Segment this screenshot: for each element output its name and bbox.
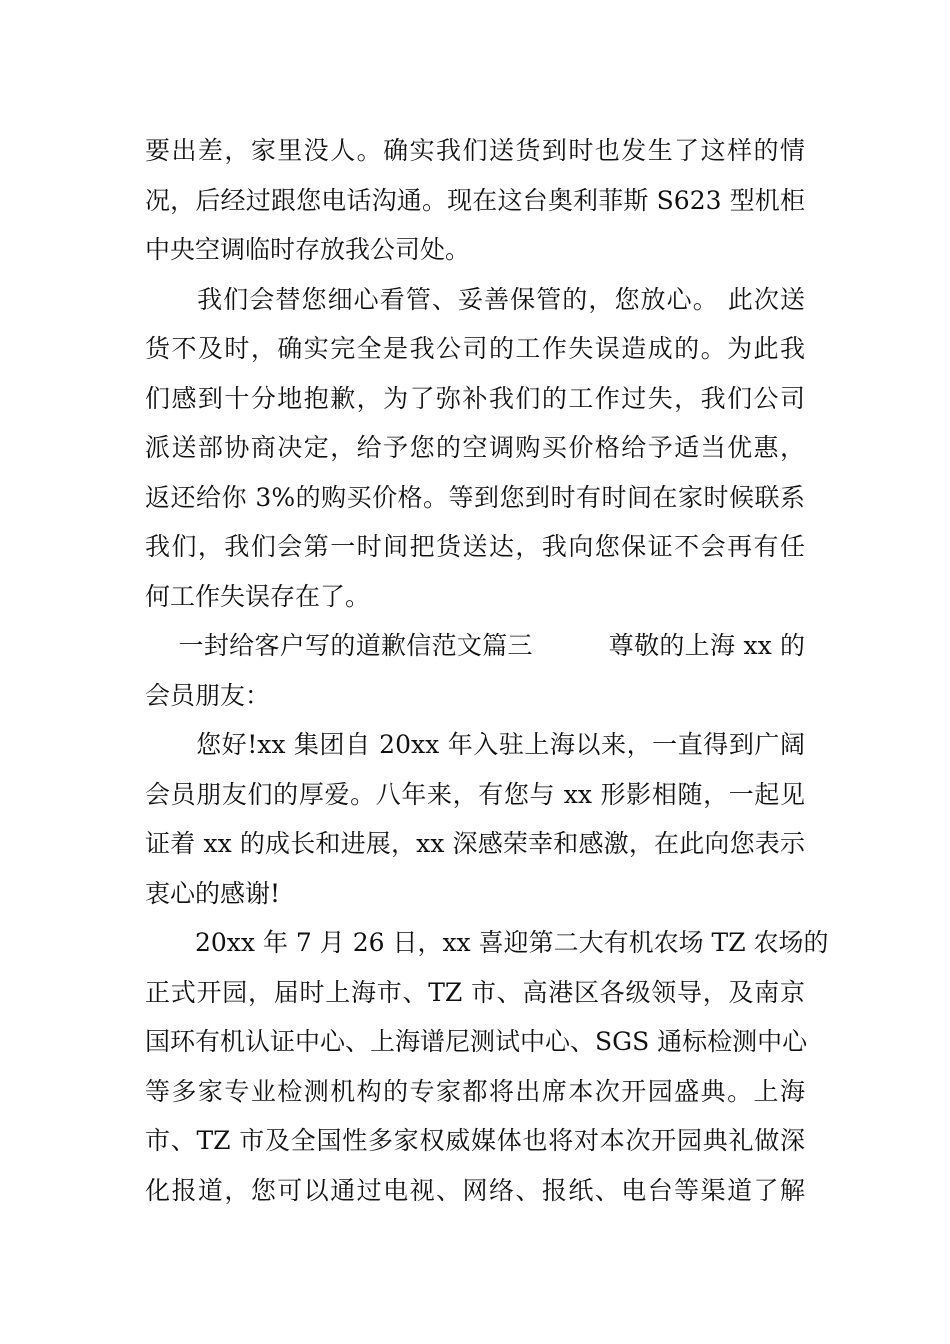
text-line: 衷心的感谢! — [145, 878, 281, 908]
body-text — [145, 126, 829, 1215]
section-heading-line: 一封给客户写的道歉信范文篇三 尊敬的上海 xx 的 — [145, 631, 805, 660]
text-line: 我们，我们会第一时间把货送达，我向您保证不会再有任 — [145, 532, 805, 561]
text-line: 会员朋友： — [145, 680, 271, 710]
text-line: 中央空调临时存放我公司处。 — [145, 235, 471, 264]
text-line: 们感到十分地抱歉，为了弥补我们的工作过失，我们公司 — [145, 383, 805, 413]
text-line: 等多家专业检测机构的专家都将出席本次开园盛典。上海 — [145, 1076, 805, 1106]
text-line: 化报道，您可以通过电视、网络、报纸、电台等渠道了解 — [145, 1175, 805, 1205]
text-line: 会员朋友们的厚爱。八年来，有您与 xx 形影相随，一起见 — [145, 779, 805, 809]
text-line: 派送部协商决定，给予您的空调购买价格给予适当优惠， — [145, 433, 805, 462]
text-line: 要出差，家里没人。确实我们送货到时也发生了这样的情 — [145, 136, 805, 165]
text-line: 您好!xx 集团自 20xx 年入驻上海以来，一直得到广阔 — [145, 730, 805, 759]
text-line: 市、TZ 市及全国性多家权威媒体也将对本次开园典礼做深 — [145, 1126, 805, 1155]
text-line: 货不及时，确实完全是我公司的工作失误造成的。为此我 — [145, 334, 805, 363]
text-line: 我们会替您细心看管、妥善保管的，您放心。 此次送 — [145, 284, 805, 314]
text-line: 证着 xx 的成长和进展，xx 深感荣幸和感激，在此向您表示 — [145, 829, 805, 858]
text-line: 正式开园，届时上海市、TZ 市、高港区各级领导，及南京 — [145, 977, 805, 1007]
text-line: 况，后经过跟您电话沟通。现在这台奥利菲斯 S623 型机柜 — [145, 185, 805, 215]
text-line: 20xx 年 7 月 26 日，xx 喜迎第二大有机农场 TZ 农场的 — [145, 928, 829, 957]
text-line: 国环有机认证中心、上海谱尼测试中心、SGS 通标检测中心 — [145, 1027, 808, 1056]
text-line: 返还给你 3%的购买价格。等到您到时有时间在家时候联系 — [145, 482, 805, 512]
text-line: 何工作失误存在了。 — [145, 581, 371, 611]
